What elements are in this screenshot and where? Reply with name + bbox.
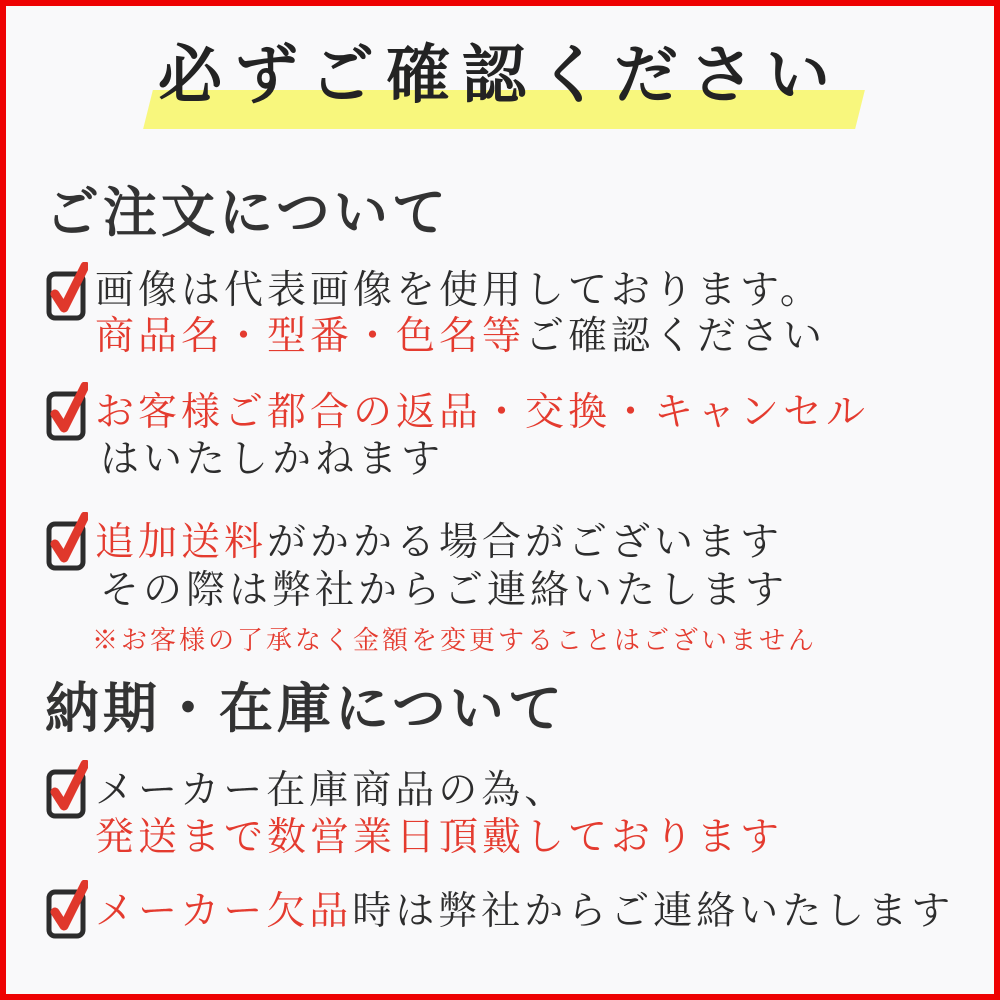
item-3-footnote: ※お客様の了承なく金額を変更することはございません	[92, 626, 818, 655]
section-heading-order: ご注文について	[45, 183, 450, 243]
item-4-line-1: メーカー在庫商品の為、	[95, 769, 568, 812]
item-3-line-1-red-text: 追加送料	[95, 521, 268, 564]
item-2-line-2: はいたしかねます	[100, 438, 445, 481]
item-3-line-1	[95, 520, 783, 566]
checkbox-icon	[46, 760, 88, 822]
item-1-line-1: 画像は代表画像を使用しております。	[95, 269, 823, 312]
item-5-line-1	[95, 889, 954, 935]
item-1-line-2-red-text: 商品名・型番・色名等	[95, 315, 526, 358]
checkbox-icon	[46, 512, 88, 574]
title-block	[0, 38, 1000, 114]
item-1-line-2-rest-text: ご確認ください	[525, 315, 827, 358]
item-5-line-1-red-text: メーカー欠品	[95, 890, 353, 933]
item-2-line-1: お客様ご都合の返品・交換・キャンセル	[95, 391, 870, 434]
item-3-line-1-rest-text: がかかる場合がございます	[267, 521, 784, 564]
checkbox-icon	[46, 262, 88, 324]
item-3-line-2: その際は弊社からご連絡いたします	[100, 569, 789, 612]
page-title: 必ずご確認ください	[158, 40, 842, 111]
item-1-line-2	[95, 314, 826, 360]
checkbox-icon	[46, 880, 88, 942]
section-heading-delivery-stock: 納期・在庫について	[45, 679, 566, 739]
item-5-line-1-rest-text: 時は弊社からご連絡いたします	[352, 890, 955, 933]
checkbox-icon	[46, 382, 88, 444]
item-4-line-2: 発送まで数営業日頂戴しております	[95, 816, 784, 859]
